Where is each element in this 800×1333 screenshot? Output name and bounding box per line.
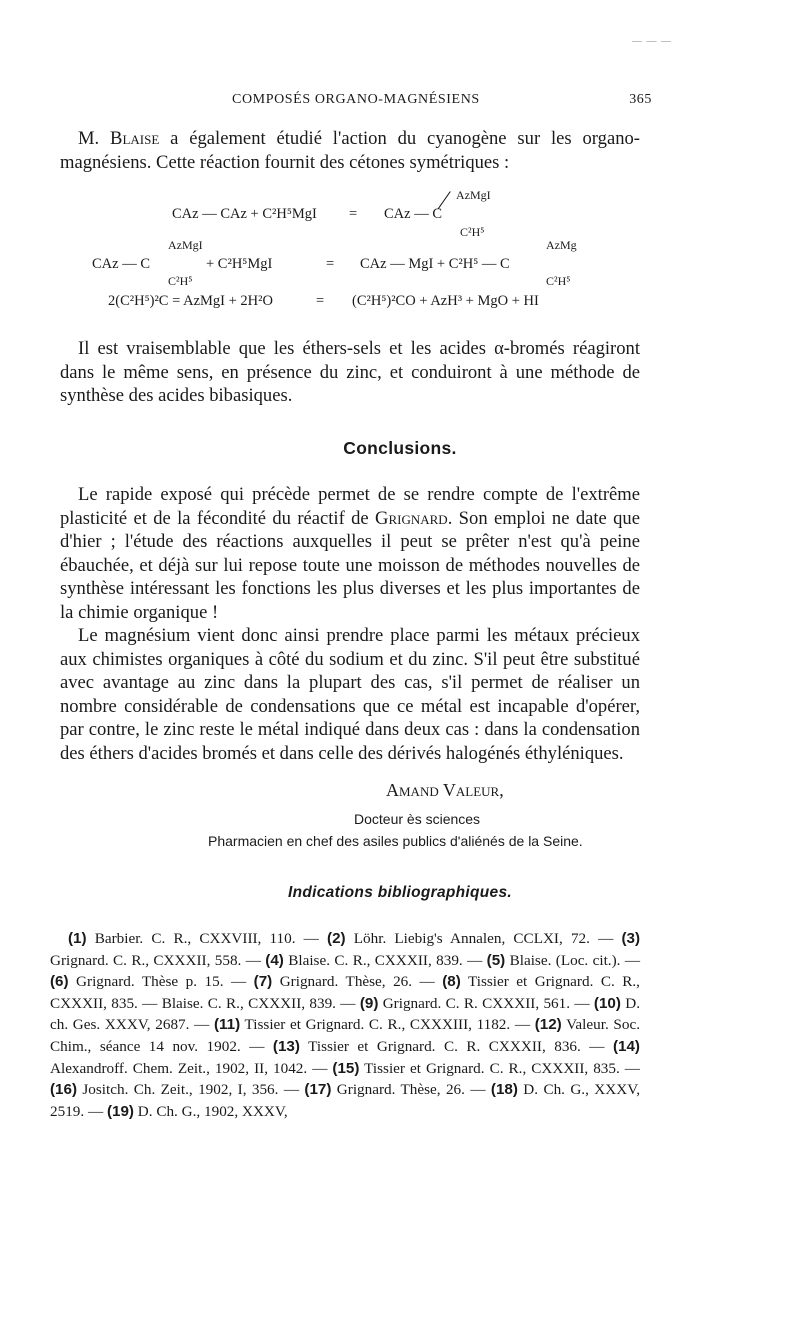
bib-text: Blaise. (Loc. cit.). — bbox=[505, 951, 641, 969]
eq2-equals: = bbox=[326, 256, 335, 272]
bib-text: D. Ch. G., XXXV, 2519. — bbox=[50, 1081, 640, 1120]
bib-entry bbox=[214, 1016, 535, 1033]
bib-number: (18) bbox=[490, 1081, 518, 1099]
signature-position: Pharmacien en chef des asiles publics d'aliénés de la Seine. bbox=[208, 833, 583, 849]
bib-text: Tissier et Grignard. C. R., CXXXII, 835. — bbox=[359, 1059, 640, 1077]
eq2-rhs-top: AzMg bbox=[546, 238, 577, 252]
bib-text: D. Ch. G., 1902, XXXV, bbox=[133, 1102, 288, 1120]
eq1-lhs: CAz — CAz + C²H⁵MgI bbox=[172, 206, 317, 222]
bib-entry bbox=[107, 1103, 288, 1120]
running-header bbox=[232, 92, 652, 108]
eq2-lhs-top: AzMgI bbox=[168, 238, 203, 252]
bond-up: ⁄ bbox=[442, 186, 447, 215]
eq2-rhs: CAz — MgI + C²H⁵ — C bbox=[360, 256, 510, 272]
bib-text: Jositch. Ch. Zeit., 1902, I, 356. — bbox=[77, 1081, 305, 1099]
eq1-equals: = bbox=[349, 206, 358, 222]
bib-entry bbox=[360, 995, 594, 1012]
bib-entry bbox=[487, 952, 640, 969]
bib-text: Grignard. Thèse, 26. — bbox=[331, 1081, 491, 1099]
bib-text: D. ch. Ges. XXXV, 2687. — bbox=[50, 994, 641, 1034]
bib-entry bbox=[50, 973, 254, 990]
bib-text: Grignard. C. R., CXXXII, 558. — bbox=[50, 951, 266, 969]
eq3-lhs: 2(C²H⁵)²C = AzMgI + 2H²O bbox=[108, 293, 273, 309]
bib-number: (15) bbox=[332, 1059, 360, 1077]
top-mark: — — — bbox=[632, 36, 672, 47]
bib-entry bbox=[332, 1060, 640, 1077]
bib-number: (9) bbox=[359, 994, 379, 1012]
bib-number: (3) bbox=[621, 930, 641, 947]
bib-number: (12) bbox=[534, 1016, 562, 1034]
eq2-lhs-bottom: C²H⁵ bbox=[168, 274, 193, 288]
paragraph-ethers: Il est vraisemblable que les éthers-sels et les acides α-bromés réagiront dans le même sens, en présence du zinc, et conduiront à une méthode de synthèse des acides bibasiques. bbox=[60, 338, 640, 406]
bib-text: Löhr. Liebig's Annalen, CCLXI, 72. — bbox=[345, 930, 622, 947]
bib-entry bbox=[265, 952, 486, 969]
intro-text: a également étudié l'action du cyanogène sur les organo-magnésiens. Cette réaction fournit des cétones symétriques : bbox=[60, 128, 641, 173]
conclusion-paragraph-1 bbox=[60, 483, 640, 624]
intro-paragraph bbox=[60, 127, 640, 174]
bib-text: Grignard. Thèse p. 15. — bbox=[68, 973, 254, 991]
conclusion-p1-name: Grignard bbox=[375, 507, 448, 529]
bibliography-title: Indications bibliographiques. bbox=[288, 884, 512, 901]
eq2-rhs-bottom: C²H⁵ bbox=[546, 274, 571, 288]
bib-text: Barbier. C. R., CXXVIII, 110. — bbox=[86, 930, 328, 947]
bib-number: (14) bbox=[612, 1037, 640, 1055]
eq1-rhs: CAz — C bbox=[384, 206, 442, 222]
eq1-top: AzMgI bbox=[456, 188, 491, 202]
bib-number: (1) bbox=[68, 930, 87, 947]
bib-number: (10) bbox=[593, 994, 621, 1012]
bib-text: Alexandroff. Chem. Zeit., 1902, II, 1042. — bbox=[50, 1059, 333, 1077]
eq2-lhs-b: + C²H⁵MgI bbox=[206, 256, 273, 272]
bib-text: Tissier et Grignard. C. R., CXXXII, 835. — Blaise. C. R., CXXXII, 839. — bbox=[50, 973, 640, 1012]
header-title: COMPOSÉS ORGANO-MAGNÉSIENS bbox=[232, 92, 480, 107]
bib-entry bbox=[304, 1081, 491, 1098]
intro-author: M. Blaise bbox=[78, 128, 160, 149]
bib-text: Tissier et Grignard. C. R. CXXXII, 836. — bbox=[299, 1037, 613, 1055]
bib-text: Blaise. C. R., CXXXII, 839. — bbox=[283, 951, 487, 969]
bib-number: (19) bbox=[106, 1102, 134, 1120]
eq3-equals: = bbox=[316, 293, 325, 309]
bib-text: Tissier et Grignard. C. R., CXXXIII, 1182. — bbox=[240, 1016, 535, 1034]
bib-number: (4) bbox=[265, 951, 284, 969]
bib-number: (16) bbox=[50, 1081, 78, 1099]
bib-number: (11) bbox=[213, 1016, 241, 1034]
bib-number: (8) bbox=[442, 973, 461, 991]
bib-text: Valeur. Soc. Chim., séance 14 nov. 1902. — bbox=[50, 1016, 640, 1055]
eq2-lhs-a: CAz — C bbox=[92, 256, 150, 272]
bib-number: (13) bbox=[272, 1037, 300, 1055]
page-number: 365 bbox=[629, 92, 652, 107]
signature-title: Docteur ès sciences bbox=[354, 811, 481, 827]
bib-number: (17) bbox=[304, 1081, 332, 1099]
conclusion-paragraph-2: Le magnésium vient donc ainsi prendre place parmi les métaux précieux aux chimistes organiques à côté du sodium et du zinc. S'il peut être substitué avec avantage au zinc dans la plupart des cas, s'il permet de réaliser un nombre considérable de condensations que ce métal est incapable d'opérer, par contre, le zinc reste le métal indiqué dans deux cas : dans la condensation des éthers d'acides bromés et dans celle des dérivés halogénés éthyléniques. bbox=[60, 625, 640, 764]
conclusion-p1-after: . Son emploi ne date que d'hier ; l'étude des réactions auxquelles il peut se prêter n'est qu'à peine ébauchée, et déjà sur lui repose toute une moisson de méthodes nouvelles de synthèse intéressant les fonctions les plus diverses et les plus importantes de la chimie organique ! bbox=[60, 507, 640, 623]
bib-number: (7) bbox=[253, 973, 273, 991]
bib-text: Grignard. C. R. CXXXII, 561. — bbox=[378, 994, 594, 1012]
bib-entry bbox=[327, 930, 621, 947]
conclusion-p1-before: Le rapide exposé qui précède permet de se rendre compte de l'extrême plasticité et de la fécondité du réactif de bbox=[60, 484, 640, 529]
bib-entry bbox=[50, 1081, 304, 1098]
signature-name: Amand Valeur, bbox=[386, 780, 504, 800]
bib-text: Grignard. Thèse, 26. — bbox=[272, 973, 443, 991]
bib-number: (6) bbox=[50, 973, 69, 991]
bib-number: (2) bbox=[327, 930, 346, 947]
bib-number: (5) bbox=[486, 951, 506, 969]
bib-entry bbox=[254, 973, 443, 990]
conclusions-heading: Conclusions. bbox=[343, 438, 457, 458]
eq1-bottom: C²H⁵ bbox=[460, 225, 485, 239]
bibliography-list bbox=[50, 928, 640, 1122]
bib-entry bbox=[273, 1038, 613, 1055]
bib-entry bbox=[68, 930, 327, 947]
eq3-rhs: (C²H⁵)²CO + AzH³ + MgO + HI bbox=[352, 293, 539, 309]
